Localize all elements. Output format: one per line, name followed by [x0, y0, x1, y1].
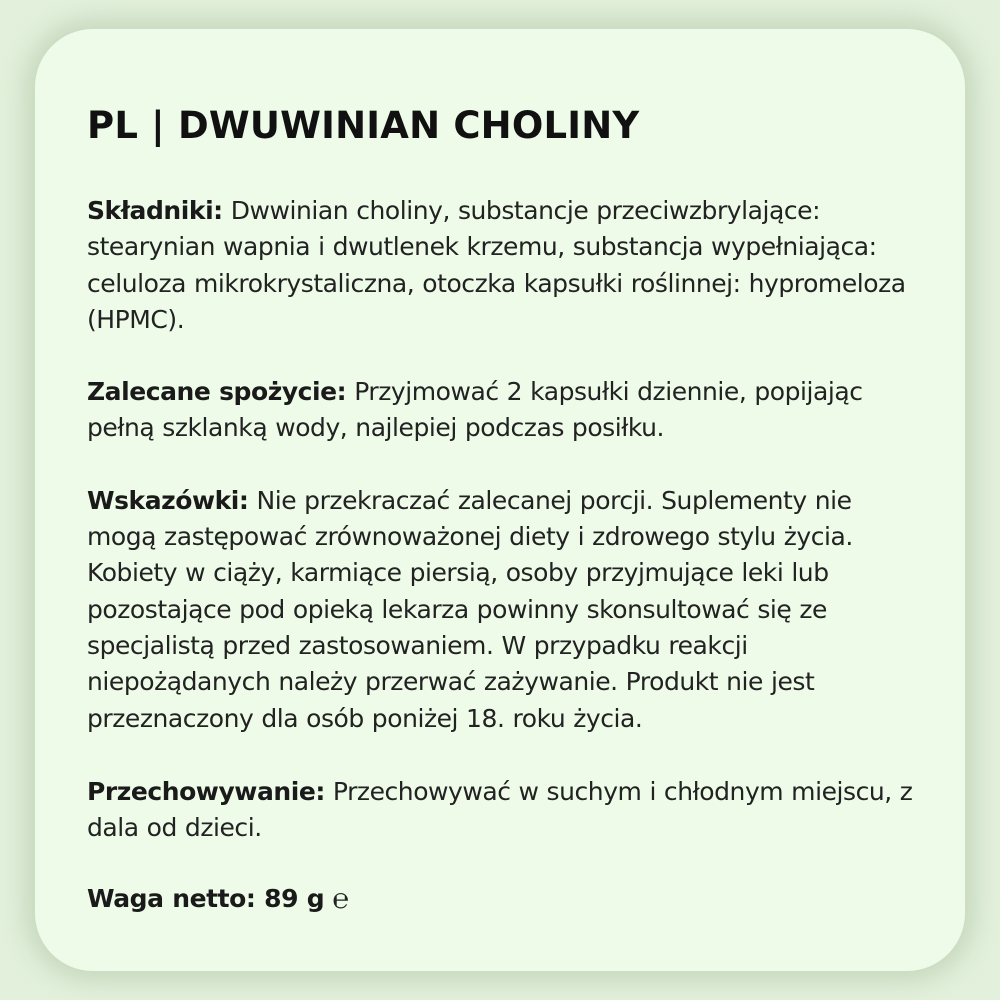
ingredients-text: Dwwinian choliny, substancje przeciwzbrylające: stearynian wapnia i dwutlenek krzemu, substancja wypełniająca: celuloza mikrokrystaliczna, otoczka kapsułki roślinnej: hypromeloza (HPMC). — [87, 196, 906, 334]
product-title: PL | DWUWINIAN CHOLINY — [87, 104, 640, 147]
estimated-sign-icon: ℮ — [332, 882, 349, 916]
warnings-label: Wskazówki: — [87, 485, 249, 515]
recommended-intake-section — [87, 374, 925, 447]
warnings-text: Nie przekraczać zalecanej porcji. Suplementy nie mogą zastępować zrównoważonej diety i zdrowego stylu życia. Kobiety w ciąży, karmiące piersią, osoby przyjmujące leki lub pozostające pod opieką lekarza powinny skonsultować się ze specjalistą przed zastosowaniem. W przypadku reakcji niepożądanych należy przerwać zażywanie. Produkt nie jest przeznaczony dla osób poniżej 18. roku życia. — [87, 485, 853, 733]
net-weight-section — [87, 881, 925, 917]
recommended-intake-text: Przyjmować 2 kapsułki dziennie, popijając pełną szklanką wody, najlepiej podczas posiłku. — [87, 377, 863, 443]
net-weight-label: Waga netto: 89 g — [87, 884, 325, 914]
ingredients-label: Składniki: — [87, 196, 223, 225]
warnings-section — [87, 483, 925, 737]
storage-section — [87, 774, 925, 847]
label-card — [35, 29, 965, 971]
storage-text: Przechowywać w suchym i chłodnym miejscu, z dala od dzieci. — [87, 776, 913, 843]
ingredients-section — [87, 193, 925, 338]
storage-label: Przechowywanie: — [87, 776, 325, 806]
recommended-intake-label: Zalecane spożycie: — [87, 377, 347, 407]
